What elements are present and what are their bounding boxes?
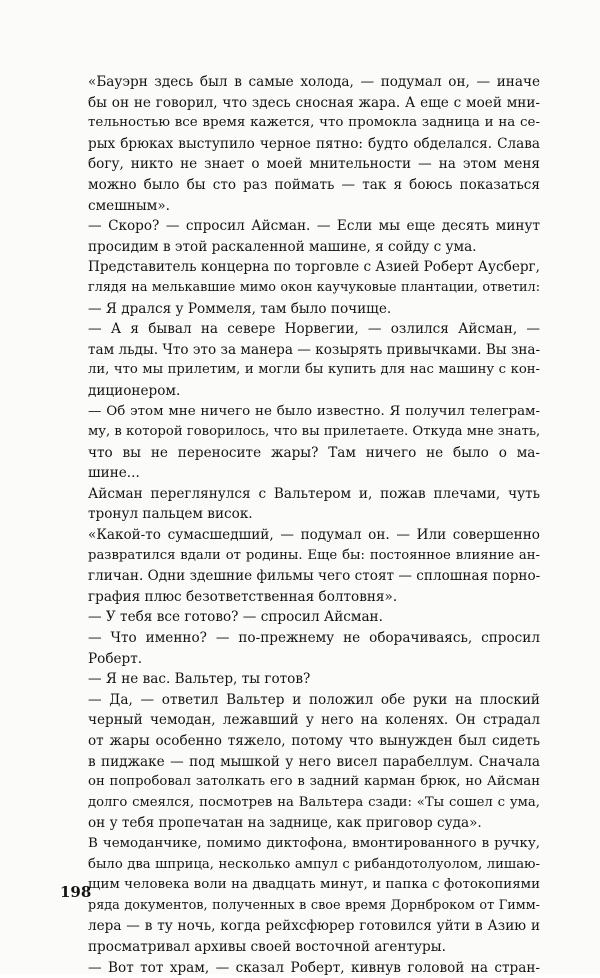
text-line: он попробовал затолкать его в задний карман брюк, но Айсман xyxy=(88,774,540,790)
text-line: глядя на мелькавшие мимо окон каучуковые плантации, ответил: xyxy=(88,279,540,295)
text-line: Айсман переглянулся с Вальтером и, пожав плечами, чуть xyxy=(88,485,540,502)
text-line: шине... xyxy=(88,465,140,482)
text-line: му, в которой говорилось, что вы прилетаете. Откуда мне знать, xyxy=(88,424,540,440)
text-line: смешным». xyxy=(88,197,170,214)
text-line: от жары особенно тяжело, потому что вынужден был сидеть xyxy=(88,733,540,749)
text-line: — Скоро? — спросил Айсман. — Если мы еще десять минут xyxy=(88,218,540,235)
text-line: развратился вдали от родины. Еще бы: постоянное влияние ан- xyxy=(88,547,540,563)
text-line: он у тебя пропечатан на заднице, как приговор суда». xyxy=(88,815,482,832)
text-line: было два шприца, несколько ампул с рибандотолуолом, лишаю- xyxy=(88,856,540,872)
text-line: — Я не вас. Вальтер, ты готов? xyxy=(88,671,311,688)
text-line: богу, никто не знает о моей мнительности — на этом меня xyxy=(88,156,540,173)
text-line: просидим в этой раскаленной машине, я сойду с ума. xyxy=(88,238,477,255)
text-line: — Я дрался у Роммеля, там было почище. xyxy=(88,300,392,317)
text-line: что вы не переносите жары? Там ничего не было о ма- xyxy=(88,444,540,461)
text-line: Роберт. xyxy=(88,650,143,667)
text-line: ряда документов, полученных в свое время Дорнброком от Гимм- xyxy=(88,897,540,913)
text-line: просматривал архивы своей восточной агентуры. xyxy=(88,938,446,955)
text-line: в пиджаке — под мышкой у него висел парабеллум. Сначала xyxy=(88,753,540,770)
text-line: — Что именно? — по-прежнему не оборачиваясь, спросил xyxy=(88,630,540,647)
text-line: тронул пальцем висок. xyxy=(88,506,253,523)
text-line: Представитель концерна по торговле с Азией Роберт Аусберг, xyxy=(88,259,540,276)
text-line: — У тебя все готово? — спросил Айсман. xyxy=(88,609,383,626)
text-line: «Бауэрн здесь был в самые холода, — подумал он, — иначе xyxy=(88,74,540,90)
text-line: щим человека воли на двадцать минут, и папка с фотокопиями xyxy=(88,877,540,893)
text-line: В чемоданчике, помимо диктофона, вмонтированного в ручку, xyxy=(88,835,540,851)
text-line: — Да, — ответил Вальтер и положил обе руки на плоский xyxy=(88,691,540,708)
text-line: — А я бывал на севере Норвегии, — озлился Айсман, — xyxy=(88,321,540,338)
text-line: черный чемодан, лежавший у него на коленях. Он страдал xyxy=(88,712,540,729)
text-line: можно было бы сто раз поймать — так я боюсь показаться xyxy=(88,176,540,193)
text-line: лера — в ту ночь, когда рейхсфюрер готовился уйти в Азию и xyxy=(88,918,540,935)
text-line: графия плюс безответственная болтовня». xyxy=(88,588,398,605)
text-line: рых брюках выступило черное пятно: будто обделался. Слава xyxy=(88,135,540,152)
text-line: долго смеялся, посмотрев на Вальтера сзади: «Ты сошел с ума, xyxy=(88,794,540,810)
text-line: — Об этом мне ничего не было известно. Я получил телеграм- xyxy=(88,403,540,419)
text-line: там льды. Что это за манера — козырять привычками. Вы зна- xyxy=(88,341,540,358)
page-number: 198 xyxy=(60,883,92,901)
text-line: тельностью все время кажется, что промокла задница и на се- xyxy=(88,115,540,131)
page-text xyxy=(88,72,540,978)
text-line: ли, что мы прилетим, и могли бы купить для нас машину с кон- xyxy=(88,362,540,378)
text-line: — Вот тот храм, — сказал Роберт, кивнув головой на стран- xyxy=(88,959,540,976)
text-line: «Какой-то сумасшедший, — подумал он. — Или совершенно xyxy=(88,527,540,544)
text-line: диционером. xyxy=(88,382,181,399)
text-line: гличан. Одни здешние фильмы чего стоят — сплошная порно- xyxy=(88,568,540,585)
text-line: бы он не говорил, что здесь сносная жара. А еще с моей мни- xyxy=(88,94,540,111)
